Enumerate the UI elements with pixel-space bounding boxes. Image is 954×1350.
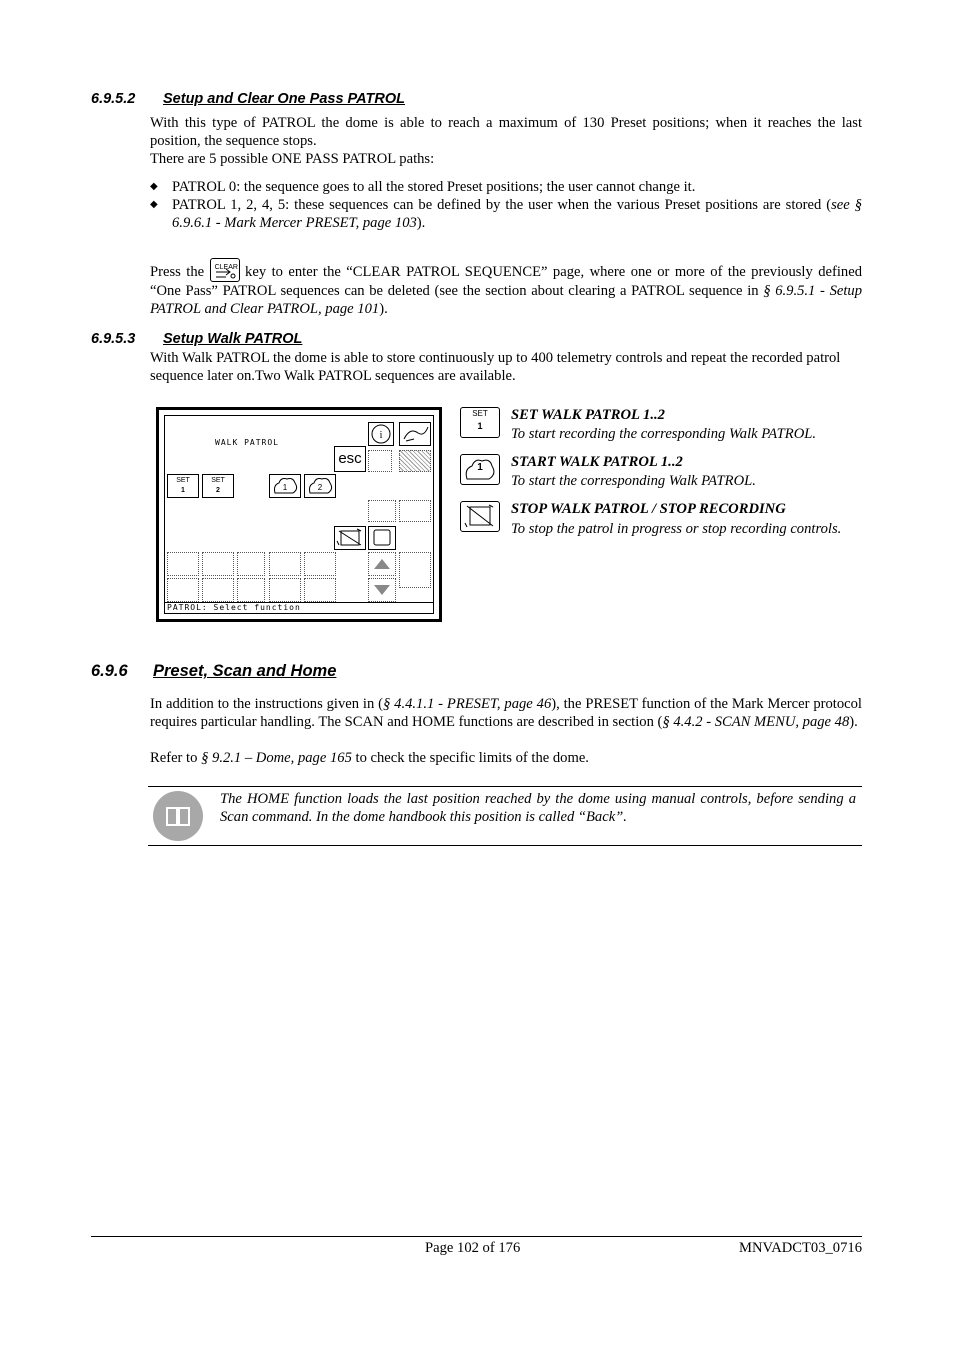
legend-desc: To stop the patrol in progress or stop recording controls. xyxy=(511,521,842,537)
status-bar: PATROL: Select function xyxy=(165,602,433,613)
cross-reference: § 4.4.1.1 - PRESET, page 46 xyxy=(383,696,552,712)
heading-6952: 6.9.5.2 Setup and Clear One Pass PATROL xyxy=(91,91,405,107)
screen-frame xyxy=(164,415,434,614)
heading-696: 6.9.6 Preset, Scan and Home xyxy=(91,662,337,680)
cross-reference: § 6.9.5.1 - Setup PATROL and Clear PATROL, page 101 xyxy=(150,283,862,317)
list-item: ◆ PATROL 0: the sequence goes to all the stored Preset positions; the user cannot change it. xyxy=(150,179,696,195)
disabled-key-icon xyxy=(304,552,336,576)
disabled-key-icon xyxy=(304,578,336,602)
disabled-key-icon xyxy=(269,552,301,576)
svg-text:1: 1 xyxy=(282,483,288,492)
legend-desc: To start recording the corresponding Walk PATROL. xyxy=(511,426,816,442)
footer-rule xyxy=(91,1236,862,1237)
set-walk-patrol-2-button: SET 2 xyxy=(202,474,234,498)
svg-text:i: i xyxy=(379,430,383,441)
paragraph: With Walk PATROL the dome is able to store continuously up to 400 telemetry controls and repeat the recorded patrol sequence later on.Two Walk PATROL sequences are available. xyxy=(150,350,841,384)
book-icon xyxy=(153,791,203,841)
start-walk-patrol-icon: 1 xyxy=(460,454,500,485)
set-walk-patrol-1-button: SET 1 xyxy=(167,474,199,498)
document-code: MNVADCT03_0716 xyxy=(739,1240,862,1256)
bullet-icon: ◆ xyxy=(150,181,158,192)
screen-title: WALK PATROL xyxy=(215,438,279,447)
bullet-icon: ◆ xyxy=(150,199,158,210)
disabled-key-icon xyxy=(167,578,199,602)
stop-walk-patrol-icon xyxy=(334,526,366,550)
start-walk-patrol-2-icon xyxy=(304,474,336,498)
cross-reference: § 4.4.2 - SCAN MENU, page 48 xyxy=(662,714,850,730)
paragraph: Press the CLEAR key to enter the “CLEAR PATROL SEQUENCE” page, where one or more of the previously defined “One Pass” PATROL sequences can be deleted (see the section about clearing a PATROL sequence in § 6.9.5.1 - Setup PATROL and Clear PATROL, page 101). xyxy=(150,258,862,318)
disabled-key-icon xyxy=(202,552,234,576)
info-icon xyxy=(368,422,394,446)
disabled-key-icon xyxy=(399,552,431,588)
paragraph: In addition to the instructions given in (§ 4.4.1.1 - PRESET, page 46), the PRESET function of the Mark Mercer protocol requires particular handling. The SCAN and HOME functions are described in section (§ 4.4.2 - SCAN MENU, page 48). xyxy=(150,696,862,730)
cross-reference: see § 6.9.6.1 - Mark Mercer PRESET, page 103 xyxy=(172,197,862,231)
clear-patrol-key-icon: CLEAR xyxy=(210,258,240,282)
esc-button: esc xyxy=(334,446,366,472)
disabled-key-icon xyxy=(237,552,265,576)
disabled-key-icon xyxy=(368,450,392,472)
disabled-key-icon xyxy=(399,450,431,472)
svg-text:2: 2 xyxy=(317,483,323,492)
empty-key-icon xyxy=(368,526,396,550)
legend-title: STOP WALK PATROL / STOP RECORDING xyxy=(511,501,786,517)
stop-walk-patrol-icon xyxy=(460,501,500,532)
arrow-up-icon xyxy=(368,552,396,576)
keyboard-screen-image xyxy=(156,407,442,622)
disabled-key-icon xyxy=(368,500,396,522)
disabled-key-icon xyxy=(202,578,234,602)
disabled-key-icon xyxy=(269,578,301,602)
cross-reference: § 9.2.1 – Dome, page 165 xyxy=(201,750,352,766)
legend-title: START WALK PATROL 1..2 xyxy=(511,454,683,470)
disabled-key-icon xyxy=(167,552,199,576)
heading-6953: 6.9.5.3 Setup Walk PATROL xyxy=(91,331,303,347)
paragraph: Refer to § 9.2.1 – Dome, page 165 to check the specific limits of the dome. xyxy=(150,750,589,766)
note-top-rule xyxy=(148,786,862,787)
paragraph: There are 5 possible ONE PASS PATROL paths: xyxy=(150,151,435,167)
set-key-icon: SET 1 xyxy=(460,407,500,438)
legend-title: SET WALK PATROL 1..2 xyxy=(511,407,665,423)
page-number: Page 102 of 176 xyxy=(425,1240,521,1256)
start-walk-patrol-1-icon xyxy=(269,474,301,498)
tools-icon xyxy=(399,422,431,446)
legend-desc: To start the corresponding Walk PATROL. xyxy=(511,473,756,489)
paragraph: With this type of PATROL the dome is able to reach a maximum of 130 Preset positions; when it reaches the last position, the sequence stops. xyxy=(150,115,862,149)
disabled-key-icon xyxy=(237,578,265,602)
arrow-down-icon xyxy=(368,578,396,602)
note-text: The HOME function loads the last position reached by the dome using manual controls, before sending a Scan command. In the dome handbook this position is called “Back”. xyxy=(220,791,856,825)
disabled-key-icon xyxy=(399,500,431,522)
list-item: ◆ PATROL 1, 2, 4, 5: these sequences can be defined by the user when the various Preset positions are stored (see § 6.9.6.1 - Mark Mercer PRESET, page 103). xyxy=(150,197,862,231)
note-bottom-rule xyxy=(148,845,862,846)
